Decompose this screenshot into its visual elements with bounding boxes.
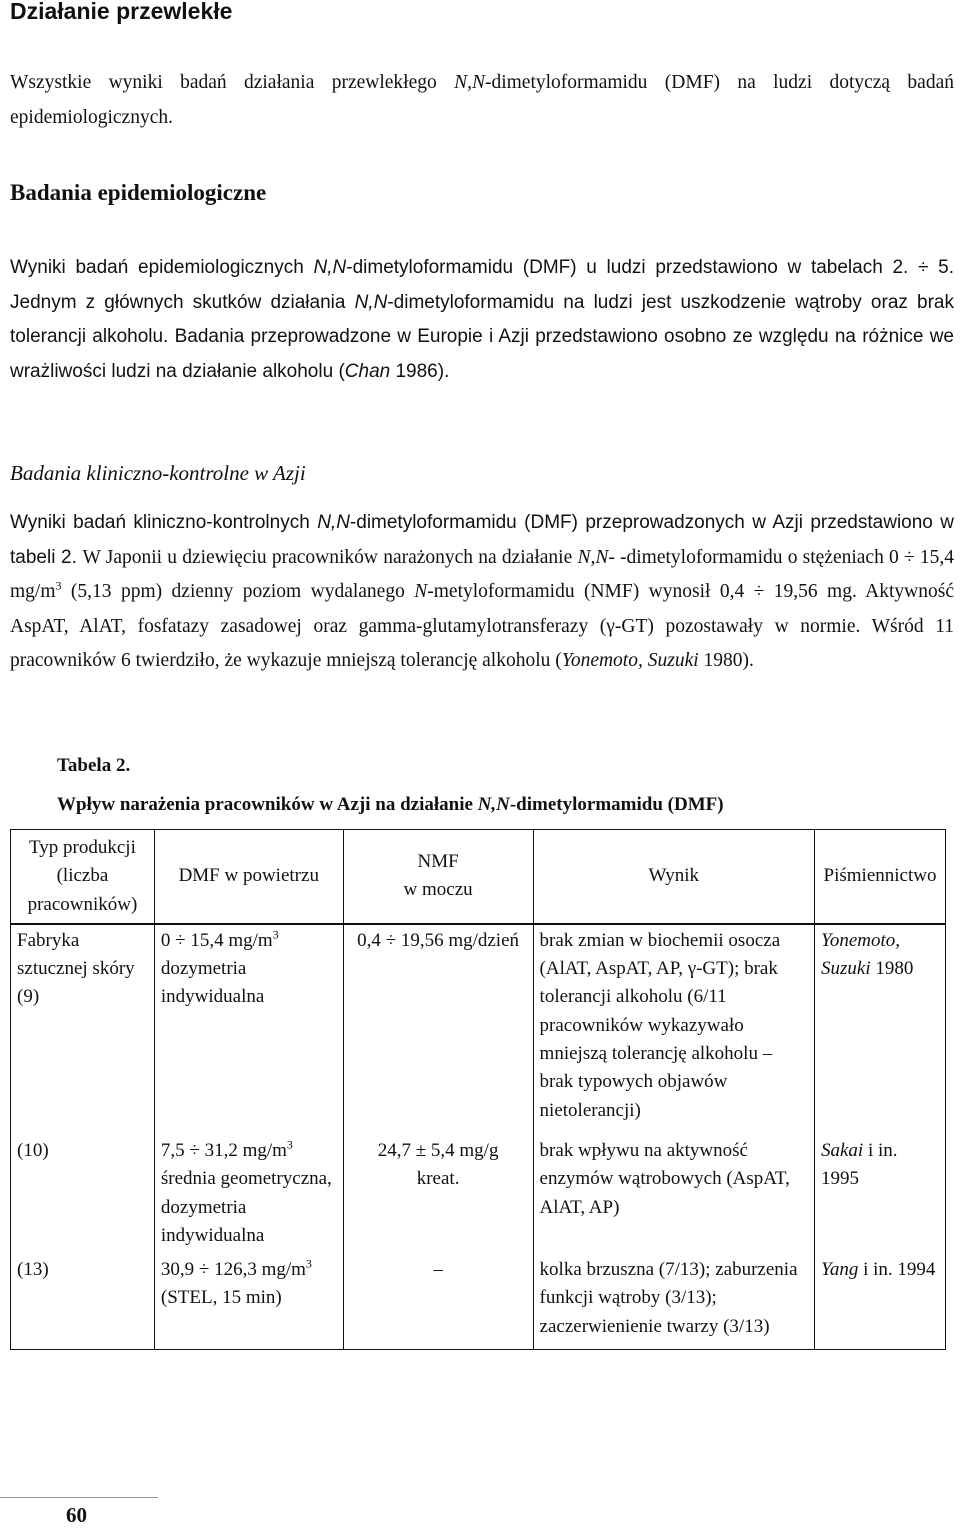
epi-text-4: 1986).	[390, 360, 450, 382]
asia-text-7: 1980).	[698, 650, 754, 671]
page-number: 60	[66, 1503, 87, 1527]
cell-dmf-air	[154, 1125, 343, 1250]
intro-italic: N,N	[454, 72, 485, 93]
data-table	[10, 829, 946, 1350]
cell-nmf-urine-text: 0,4 ÷ 19,56 mg/dzień	[357, 929, 520, 951]
header-production-type	[11, 830, 155, 924]
table-row	[11, 1250, 946, 1349]
asia-text-4: -dimetyloformamidu o stężeniach 0 ÷ 15,4 mg/m	[10, 546, 955, 602]
header-dmf-air-text: DMF w powietrzu	[178, 865, 319, 887]
cell-reference-authors: Yonemoto, Suzuki	[821, 929, 901, 980]
cell-reference-authors: Yang	[821, 1259, 859, 1281]
cell-production-type-text: Fabryka sztucznej skóry (9)	[17, 929, 135, 1008]
cell-nmf-urine-text: 24,7 ± 5,4 mg/g kreat.	[377, 1139, 499, 1190]
cell-production-type-text: (13)	[17, 1259, 49, 1281]
epi-italic-1: N,N	[313, 257, 347, 278]
asia-paragraph	[10, 506, 954, 679]
cell-result	[533, 924, 814, 1125]
table-row	[11, 924, 946, 1125]
intro-paragraph	[10, 66, 954, 135]
cell-result	[533, 1125, 814, 1250]
asia-sup: 3	[55, 578, 62, 593]
cell-reference	[815, 924, 946, 1125]
cell-production-type	[11, 924, 155, 1125]
intro-text: Wszystkie wyniki badań działania przewlekłego	[10, 72, 455, 93]
cell-dmf-air	[154, 1250, 343, 1349]
asia-text-2: -dimetyloformamidu (DMF) przeprowadzonych w Azji przedstawiono w tabeli 2.	[10, 512, 954, 568]
cell-dmf-air-text: 7,5 ÷ 31,2 mg/m	[160, 1139, 287, 1161]
cell-dmf-air-text-b: (STEL, 15 min)	[160, 1287, 282, 1309]
section-title: Działanie przewlekłe	[10, 0, 233, 24]
asia-text-1: Wyniki badań kliniczno-kontrolnych	[10, 512, 318, 533]
table-row	[11, 1125, 946, 1250]
cell-reference-authors: Sakai	[821, 1139, 864, 1161]
cell-result-text: brak wpływu na aktywność enzymów wątrobowych (AspAT, AlAT, AP)	[539, 1139, 790, 1218]
asia-text-5: (5,13 ppm) dzienny poziom wydalanego	[61, 581, 415, 602]
cell-reference	[815, 1125, 946, 1250]
cell-production-type	[11, 1250, 155, 1349]
header-nmf-text: NMF	[417, 851, 459, 873]
epi-paragraph	[10, 251, 954, 389]
cell-dmf-air-sup: 3	[272, 927, 279, 942]
cell-nmf-urine	[343, 1250, 533, 1349]
asia-heading: Badania kliniczno-kontrolne w Azji	[10, 461, 306, 485]
table-header-row	[11, 830, 946, 924]
header-nmf-urine	[343, 830, 533, 924]
cell-production-type-text: (10)	[17, 1139, 49, 1161]
cell-reference	[815, 1250, 946, 1349]
table-title	[57, 794, 724, 816]
cell-dmf-air-sup: 3	[286, 1137, 293, 1152]
cell-dmf-air-text: 0 ÷ 15,4 mg/m	[160, 929, 273, 951]
cell-result	[533, 1250, 814, 1349]
epi-heading: Badania epidemiologiczne	[10, 180, 267, 205]
asia-text-3: W Japonii u dziewięciu pracowników narażonych na działanie	[82, 546, 578, 568]
header-result-text: Wynik	[648, 865, 700, 887]
footer-divider	[0, 1497, 158, 1498]
table-title-text-b: -dimetylormamidu (DMF)	[509, 794, 724, 815]
epi-italic-3: Chan	[344, 360, 391, 382]
cell-dmf-air	[154, 924, 343, 1125]
cell-production-type	[11, 1125, 155, 1250]
asia-italic-5: N	[414, 581, 428, 602]
header-references-text: Piśmiennictwo	[823, 865, 937, 887]
header-dmf-air	[154, 830, 343, 924]
header-references	[815, 830, 946, 924]
epi-text-2: -dimetyloformamidu (DMF) u ludzi przedstawiono w tabelach 2. ÷ 5. Jednym z głównych skutków działania	[10, 257, 954, 313]
cell-nmf-urine	[343, 924, 533, 1125]
header-production-type-text: Typ produkcji (liczba pracowników)	[27, 837, 138, 915]
cell-reference-year: 1980	[870, 958, 914, 980]
cell-result-text: kolka brzuszna (7/13); zaburzenia funkcji wątroby (3/13); zaczerwienienie twarzy (3/13)	[539, 1259, 798, 1337]
epi-italic-2: N,N	[354, 291, 388, 313]
header-result	[533, 830, 814, 924]
cell-reference-year: i in. 1995	[821, 1139, 898, 1190]
header-urine-text: w moczu	[403, 879, 473, 901]
cell-result-text: brak zmian w biochemii osocza (AlAT, AspAT, AP, γ-GT); brak tolerancji alkoholu (6/11 pracowników wykazywało mniejszą tolerancję alkoholu – brak typowych objawów nietolerancji)	[539, 929, 781, 1121]
cell-nmf-urine-text: –	[433, 1259, 443, 1281]
asia-italic-3: N,N-	[577, 546, 615, 568]
cell-dmf-air-text-b: dozymetria indywidualna	[160, 958, 265, 1008]
table-title-italic: N,N	[477, 794, 510, 815]
epi-text-1: Wyniki badań epidemiologicznych	[10, 257, 314, 278]
asia-italic-6: Yonemoto, Suzuki	[561, 650, 699, 671]
table-label: Tabela 2.	[57, 755, 131, 776]
table-title-text: Wpływ narażenia pracowników w Azji na działanie	[57, 794, 478, 815]
cell-reference-year: i in. 1994	[858, 1259, 936, 1281]
intro-text-b: -dimetyloformamidu (DMF) na ludzi dotyczą badań epidemiologicznych.	[10, 72, 954, 128]
cell-dmf-air-text: 30,9 ÷ 126,3 mg/m	[160, 1259, 306, 1281]
cell-nmf-urine	[343, 1125, 533, 1250]
cell-dmf-air-text-b: średnia geometryczna, dozymetria indywidualna	[160, 1168, 332, 1246]
asia-text-6: -metyloformamidu (NMF) wynosił 0,4 ÷ 19,56 mg. Aktywność AspAT, AlAT, fosfatazy zasadowej oraz gamma-glutamylotransferazy (γ-GT) pozostawały w normie. Wśród 11 pracowników 6 twierdziło, że wykazuje mniejszą tolerancję alkoholu (	[10, 581, 954, 671]
cell-dmf-air-sup: 3	[305, 1256, 312, 1271]
epi-text-3: -dimetyloformamidu na ludzi jest uszkodzenie wątroby oraz brak tolerancji alkoholu. Badania przeprowadzone w Europie i Azji przedstawiono osobno ze względu na różnice we wrażliwości ludzi na działanie alkoholu (	[10, 291, 954, 382]
asia-italic-1: N,N	[317, 512, 350, 533]
